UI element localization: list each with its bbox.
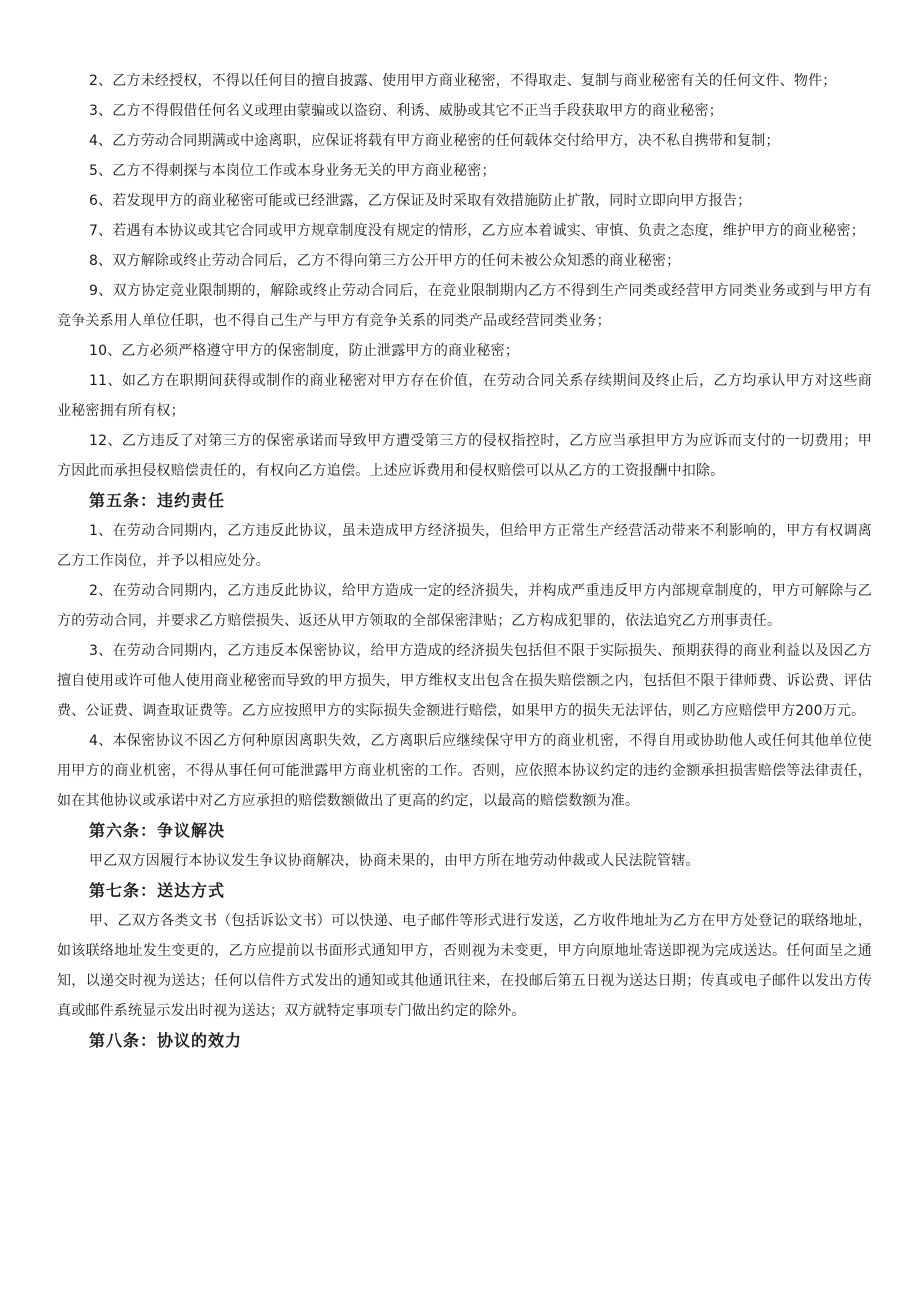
article-6-heading: 第六条：争议解决 [89, 821, 226, 840]
clause-12: 12、乙方违反了对第三方的保密承诺而导致甲方遭受第三方的侵权指控时，乙方应当承担甲方为应诉而支付的一切费用；甲方因此而承担侵权赔偿责任的，有权向乙方追偿。上述应诉费用和侵权赔偿可以从乙方的工资报酬中扣除。 [57, 433, 872, 479]
clause-10: 10、乙方必须严格遵守甲方的保密制度，防止泄露甲方的商业秘密； [89, 343, 520, 359]
clause-3: 3、乙方不得假借任何名义或理由蒙骗或以盗窃、利诱、威胁或其它不正当手段获取甲方的商业秘密； [89, 103, 723, 119]
clause-11: 11、如乙方在职期间获得或制作的商业秘密对甲方存在价值，在劳动合同关系存续期间及终止后，乙方均承认甲方对这些商业秘密拥有所有权； [57, 373, 872, 419]
clause-9: 9、双方协定竞业限制期的，解除或终止劳动合同后，在竞业限制期内乙方不得到生产同类或经营甲方同类业务或到与甲方有竞争关系用人单位任职，也不得自己生产与甲方有竞争关系的同类产品或经营同类业务； [57, 283, 872, 329]
clause-6: 6、若发现甲方的商业秘密可能或已经泄露，乙方保证及时采取有效措施防止扩散，同时立即向甲方报告； [89, 193, 752, 209]
article-7-heading: 第七条：送达方式 [89, 881, 226, 900]
article-8-heading: 第八条：协议的效力 [89, 1031, 243, 1050]
article-5-item-1: 1、在劳动合同期内，乙方违反此协议，虽未造成甲方经济损失，但给甲方正常生产经营活动带来不利影响的，甲方有权调离乙方工作岗位，并予以相应处分。 [57, 523, 872, 569]
article-5-item-2: 2、在劳动合同期内，乙方违反此协议，给甲方造成一定的经济损失，并构成严重违反甲方内部规章制度的，甲方可解除与乙方的劳动合同，并要求乙方赔偿损失、返还从甲方领取的全部保密津贴；乙方构成犯罪的，依法追究乙方刑事责任。 [57, 583, 872, 629]
article-5-heading: 第五条：违约责任 [89, 491, 226, 510]
article-5-item-4: 4、本保密协议不因乙方何种原因离职失效，乙方离职后应继续保守甲方的商业机密，不得自用或协助他人或任何其他单位使用甲方的商业机密，不得从事任何可能泄露甲方商业机密的工作。否则，应依照本协议约定的违约金额承担损害赔偿等法律责任，如在其他协议或承诺中对乙方应承担的赔偿数额做出了更高的约定，以最高的赔偿数额为准。 [57, 733, 872, 809]
article-5-item-3: 3、在劳动合同期内，乙方违反本保密协议，给甲方造成的经济损失包括但不限于实际损失、预期获得的商业利益以及因乙方擅自使用或许可他人使用商业秘密而导致的甲方损失，甲方维权支出包含在损失赔偿额之内，包括但不限于律师费、诉讼费、评估费、公证费、调查取证费等。乙方应按照甲方的实际损失金额进行赔偿，如果甲方的损失无法评估，则乙方应赔偿甲方200万元。 [57, 643, 872, 719]
article-6-text: 甲乙双方因履行本协议发生争议协商解决，协商未果的，由甲方所在地劳动仲裁或人民法院管辖。 [89, 853, 700, 869]
clause-2: 2、乙方未经授权，不得以任何目的擅自披露、使用甲方商业秘密，不得取走、复制与商业秘密有关的任何文件、物件； [89, 73, 837, 89]
clause-8: 8、双方解除或终止劳动合同后，乙方不得向第三方公开甲方的任何未被公众知悉的商业秘密； [89, 253, 681, 269]
article-7-text: 甲、乙双方各类文书（包括诉讼文书）可以快递、电子邮件等形式进行发送，乙方收件地址为乙方在甲方处登记的联络地址，如该联络地址发生变更的，乙方应提前以书面形式通知甲方，否则视为未变更，甲方向原地址寄送即视为完成送达。任何面呈之通知，以递交时视为送达；任何以信件方式发出的通知或其他通讯往来，在投邮后第五日视为送达日期；传真或电子邮件以发出方传真或邮件系统显示发出时视为送达；双方就特定事项专门做出约定的除外。 [57, 913, 872, 1019]
clause-7: 7、若遇有本协议或其它合同或甲方规章制度没有规定的情形，乙方应本着诚实、审慎、负责之态度，维护甲方的商业秘密； [89, 223, 865, 239]
clause-5: 5、乙方不得刺探与本岗位工作或本身业务无关的甲方商业秘密； [89, 163, 496, 179]
clause-4: 4、乙方劳动合同期满或中途离职，应保证将载有甲方商业秘密的任何载体交付给甲方，决不私自携带和复制； [89, 133, 780, 149]
